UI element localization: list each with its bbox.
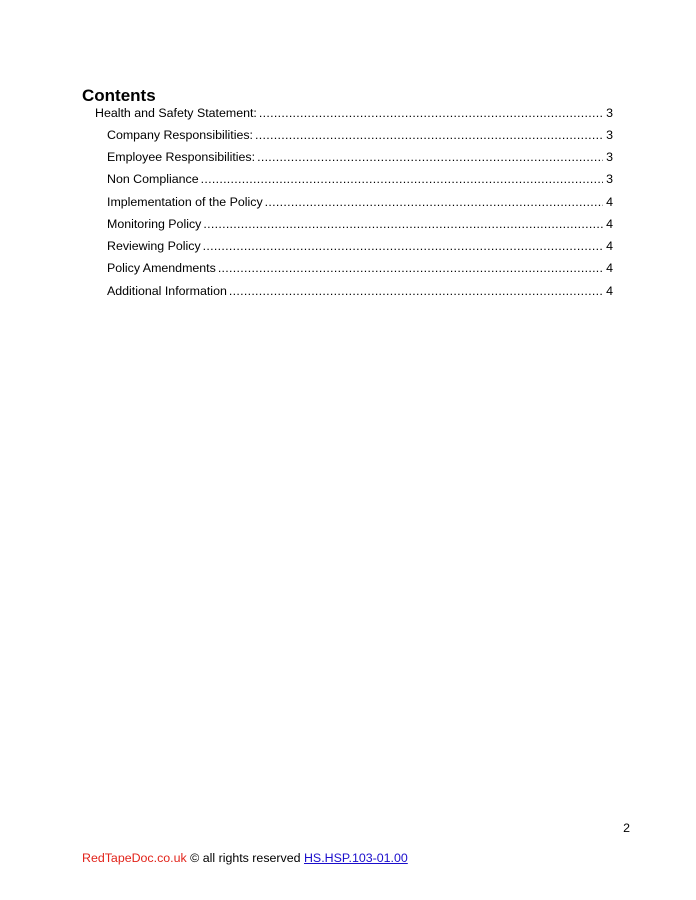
toc-entry-page: 4 bbox=[606, 217, 613, 231]
contents-heading: Contents bbox=[82, 86, 156, 105]
toc-dot-leader bbox=[229, 282, 603, 300]
toc-entry-page: 4 bbox=[606, 239, 613, 253]
toc-entry-title: Health and Safety Statement: bbox=[95, 106, 257, 120]
toc-entry-title: Employee Responsibilities: bbox=[107, 150, 256, 164]
toc-entry-page: 4 bbox=[606, 195, 613, 209]
toc-entry-company-responsibilities[interactable] bbox=[107, 126, 613, 144]
toc-entry-reviewing-policy[interactable] bbox=[107, 237, 613, 255]
toc-entry-page: 3 bbox=[606, 172, 613, 186]
toc-entry-title: Reviewing Policy bbox=[107, 239, 201, 253]
toc-dot-leader bbox=[255, 126, 603, 144]
toc-entry-title: Additional Information bbox=[107, 284, 227, 298]
footer-copyright: © all rights reserved bbox=[190, 851, 301, 865]
toc-entry-title: Company Responsibilities: bbox=[107, 128, 254, 142]
toc-entry-non-compliance[interactable] bbox=[107, 170, 613, 188]
toc-entry-page: 3 bbox=[606, 150, 613, 164]
toc-entry-policy-amendments[interactable] bbox=[107, 259, 613, 277]
toc-entry-additional-information[interactable] bbox=[107, 282, 613, 300]
toc-entry-page: 3 bbox=[606, 106, 613, 120]
toc-dot-leader bbox=[203, 237, 603, 255]
toc-entry-title: Non Compliance bbox=[107, 172, 199, 186]
toc-dot-leader bbox=[259, 104, 603, 122]
toc-entry-implementation-of-the-policy[interactable] bbox=[107, 193, 613, 211]
toc-dot-leader bbox=[201, 170, 603, 188]
toc-dot-leader bbox=[218, 259, 603, 277]
page-footer bbox=[82, 850, 408, 866]
toc-entry-health-and-safety-statement[interactable] bbox=[95, 104, 613, 122]
toc-entry-monitoring-policy[interactable] bbox=[107, 215, 613, 233]
toc-entry-page: 4 bbox=[606, 261, 613, 275]
toc-entry-page: 3 bbox=[606, 128, 613, 142]
toc-dot-leader bbox=[265, 193, 603, 211]
toc-dot-leader bbox=[203, 215, 603, 233]
page-number: 2 bbox=[623, 821, 630, 835]
toc-entry-title: Monitoring Policy bbox=[107, 217, 202, 231]
toc-entry-title: Implementation of the Policy bbox=[107, 195, 263, 209]
footer-brand: RedTapeDoc.co.uk bbox=[82, 851, 187, 865]
toc-entry-page: 4 bbox=[606, 284, 613, 298]
toc-dot-leader bbox=[257, 148, 603, 166]
toc-entry-title: Policy Amendments bbox=[107, 261, 216, 275]
toc-entry-employee-responsibilities[interactable] bbox=[107, 148, 613, 166]
footer-document-code-link[interactable]: HS.HSP.103-01.00 bbox=[303, 851, 408, 865]
